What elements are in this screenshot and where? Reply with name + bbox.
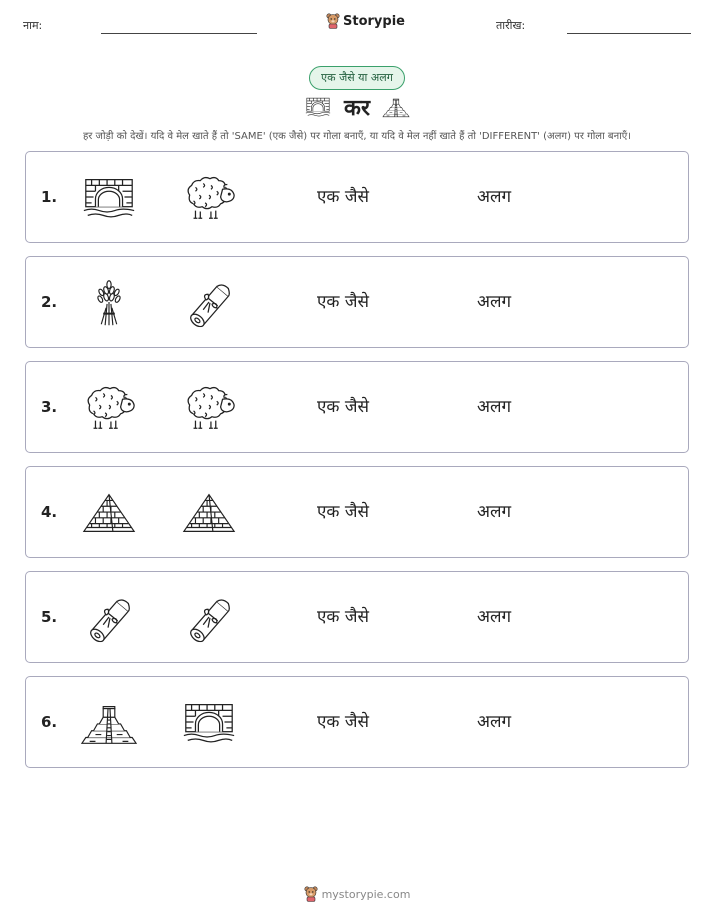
different-option[interactable]: अलग [477,607,512,627]
same-option[interactable]: एक जैसे [317,397,369,417]
different-option[interactable]: अलग [477,712,512,732]
date-line[interactable] [567,33,691,34]
name-line[interactable] [101,33,257,34]
bear-logo-icon [326,13,340,29]
same-option[interactable]: एक जैसे [317,187,369,207]
date-label: तारीख: [496,19,526,32]
same-option[interactable]: एक जैसे [317,502,369,522]
question-number: 5. [41,608,58,626]
different-option[interactable]: अलग [477,397,512,417]
question-row-5 [25,571,689,663]
different-option[interactable]: अलग [477,292,512,312]
question-row-3 [25,361,689,453]
bridge-icon [80,172,138,224]
question-number: 3. [41,398,58,416]
question-row-2 [25,256,689,348]
scroll-icon [80,592,138,644]
instructions: हर जोड़ी को देखें। यदि वे मेल खाते हैं तो 'SAME' (एक जैसे) पर गोला बनाएँ, या यदि वे मेल नहीं खाते हैं तो 'DIFFERENT' (अलग) पर गोला बनाएँ। [82,131,632,142]
same-option[interactable]: एक जैसे [317,292,369,312]
question-row-6 [25,676,689,768]
wheat-icon [80,277,138,329]
worksheet-badge: एक जैसे या अलग [309,66,405,90]
pyramid-temple-icon [80,697,138,749]
sheep-icon [180,382,238,434]
footer [0,886,714,902]
bridge-icon [180,697,238,749]
question-number: 1. [41,188,58,206]
footer-site[interactable]: mystorypie.com [321,887,411,901]
name-label: नाम: [23,19,43,32]
question-number: 4. [41,503,58,521]
question-row-1 [25,151,689,243]
question-number: 6. [41,713,58,731]
question-number: 2. [41,293,58,311]
scroll-icon [180,277,238,329]
same-option[interactable]: एक जैसे [317,712,369,732]
bear-logo-icon [304,886,318,902]
different-option[interactable]: अलग [477,502,512,522]
title-row [0,92,714,122]
scroll-icon [180,592,238,644]
pyramid-icon [80,487,138,539]
question-row-4 [25,466,689,558]
different-option[interactable]: अलग [477,187,512,207]
sheep-icon [180,172,238,224]
pyramid-icon [180,487,238,539]
bridge-icon [304,95,332,119]
brand-logo [326,13,405,29]
same-option[interactable]: एक जैसे [317,607,369,627]
page-title: कर [344,96,370,121]
sheep-icon [80,382,138,434]
pyramid-temple-icon [382,95,410,119]
brand-name: Storypie [343,13,405,29]
